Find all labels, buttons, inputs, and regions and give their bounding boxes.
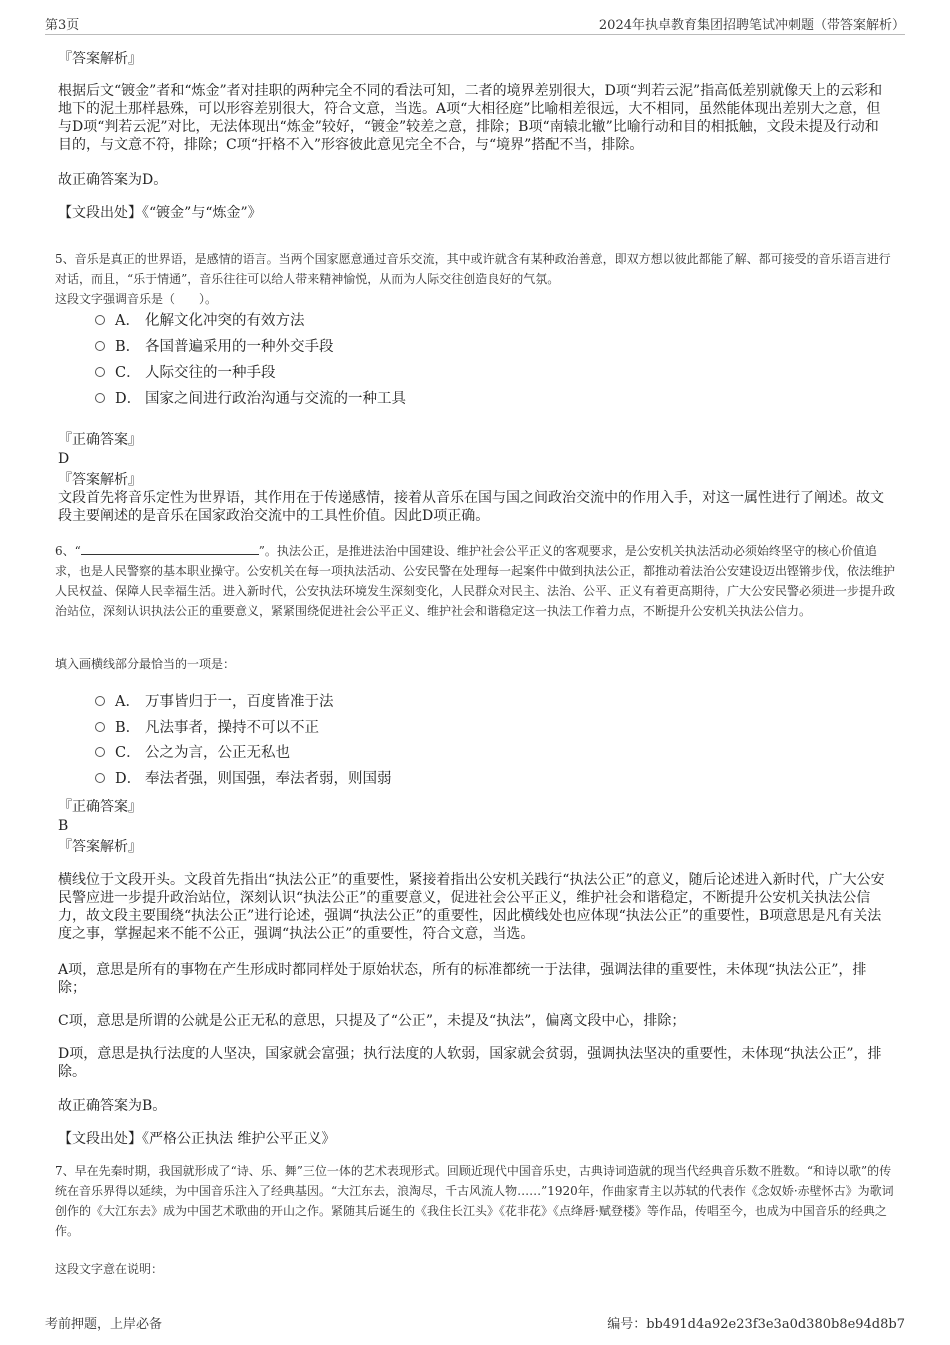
radio-icon[interactable] (95, 367, 105, 377)
q6-answer: B (58, 818, 69, 834)
q6-option-a[interactable]: A． 万事皆归于一，百度皆准于法 (95, 692, 334, 712)
q5-option-b[interactable]: B． 各国普遍采用的一种外交手段 (95, 337, 334, 357)
q4-analysis: 根据后文“镀金”者和“炼金”者对挂职的两种完全不同的看法可知，二者的境界差别很大，D项“判若云泥”指高低差别就像天上的云彩和地下的泥土那样悬殊，可以形容差别很大，符合文意，当选。A项“大相径庭”比喻相差很远，大不相同，虽然能体现出差别大之意，但与D项“判若云泥”对比，无法体现出“炼金”较好，“镀金”较差之意，排除；B项“南辕北辙”比喻行动和目的相抵触，文段未提及行动和目的，与文意不符，排除；C项“扞格不入”形容彼此意见完全不合，与“境界”搭配不当，排除。 (58, 83, 883, 153)
q5-stem: 5、音乐是真正的世界语，是感情的语言。当两个国家愿意通过音乐交流，其中或许就含有某种政治善意，即双方想以彼此都能了解、都可接受的音乐语言进行对话，而且，“乐于情通”，音乐往往可以给人带来精神愉悦，从而为人际交往创造良好的气氛。 (55, 252, 891, 286)
q6-answer-label: 『正确答案』 (58, 799, 142, 815)
radio-icon[interactable] (95, 696, 105, 706)
q6-option-d-explain: D项，意思是执行法度的人坚决，国家就会富强；执行法度的人软弱，国家就会贫弱，强调执法坚决的重要性，未体现“执法公正”，排除。 (58, 1046, 882, 1080)
q5-answer: D (58, 451, 70, 467)
document-title: 2024年执卓教育集团招聘笔试冲刺题（带答案解析） (598, 18, 905, 33)
q4-source: 【文段出处】《“镀金”与“炼金”》 (58, 205, 262, 221)
radio-icon[interactable] (95, 747, 105, 757)
q7-question: 这段文字意在说明： (55, 1262, 164, 1276)
fill-blank (81, 542, 259, 555)
radio-icon[interactable] (95, 722, 105, 732)
q5-analysis: 文段首先将音乐定性为世界语，其作用在于传递感情，接着从音乐在国与国之间政治交流中的作用入手，对这一属性进行了阐述。故文段主要阐述的是音乐在国家政治交流中的工具性价值。因此D项正确。 (58, 490, 884, 524)
q4-analysis-label: 『答案解析』 (58, 51, 142, 67)
q6-conclusion: 故正确答案为B。 (58, 1098, 167, 1114)
q6-source: 【文段出处】《严格公正执法 维护公平正义》 (58, 1131, 336, 1147)
radio-icon[interactable] (95, 341, 105, 351)
q6-analysis: 横线位于文段开头。文段首先指出“执法公正”的重要性，紧接着指出公安机关践行“执法公正”的意义，随后论述进入新时代，广大公安民警应进一步提升政治站位，深刻认识“执法公正”的重要意义，促进社会公平正义，维护社会和谐稳定，不断提升公安机关执法公信力，故文段主要围绕“执法公正”进行论述，强调“执法公正”的重要性，因此横线处也应体现“执法公正”的重要性，B项意思是凡有关法度之事，掌握起来不能不公正，强调“执法公正”的重要性，符合文意，当选。 (58, 872, 885, 942)
page-header (45, 12, 905, 35)
q5-option-c[interactable]: C． 人际交往的一种手段 (95, 363, 276, 383)
footer-slogan: 考前押题，上岸必备 (45, 1317, 163, 1332)
page-number: 第3页 (45, 18, 80, 33)
radio-icon[interactable] (95, 773, 105, 783)
q6-option-b[interactable]: B． 凡法事者，操持不可以不正 (95, 718, 319, 738)
q5-question: 这段文字强调音乐是（ ）。 (55, 292, 218, 306)
q6-stem: 6、“ ”。执法公正，是推进法治中国建设、维护社会公平正义的客观要求，是公安机关执法活动必须始终坚守的核心价值追求，也是人民警察的基本职业操守。公安机关在每一项执法活动、公安民警在处理每一起案件中做到执法公正，都推动着法治公安建设迈出铿锵步伐，依法维护人民权益、保障人民幸福生活。进入新时代，公安执法环境发生深刻变化，人民群众对民主、法治、公平、正义有着更高期待，广大公安民警必须进一步提升政治站位，深刻认识执法公正的重要意义，紧紧围绕促进社会公平正义、维护社会和谐稳定这一执法工作着力点，不断提升公安机关执法公信力。 (55, 544, 896, 618)
q6-option-d[interactable]: D． 奉法者强，则国强，奉法者弱，则国弱 (95, 769, 392, 789)
q4-conclusion: 故正确答案为D。 (58, 172, 168, 188)
q6-analysis-label: 『答案解析』 (58, 839, 142, 855)
q5-answer-label: 『正确答案』 (58, 432, 142, 448)
q6-option-c[interactable]: C． 公之为言，公正无私也 (95, 743, 290, 763)
document-id: 编号：bb491d4a92e23f3e3a0d380b8e94d8b7 (607, 1317, 905, 1332)
q5-option-a[interactable]: A． 化解文化冲突的有效方法 (95, 311, 305, 331)
radio-icon[interactable] (95, 393, 105, 403)
radio-icon[interactable] (95, 315, 105, 325)
q6-option-a-explain: A项，意思是所有的事物在产生形成时都同样处于原始状态，所有的标准都统一于法律，强调法律的重要性，未体现“执法公正”，排除； (58, 962, 867, 996)
q6-option-c-explain: C项，意思是所谓的公就是公正无私的意思，只提及了“公正”，未提及“执法”，偏离文段中心，排除； (58, 1013, 686, 1029)
q7-stem: 7、早在先秦时期，我国就形成了“诗、乐、舞”三位一体的艺术表现形式。回顾近现代中国音乐史，古典诗词造就的现当代经典音乐数不胜数。“和诗以歌”的传统在音乐界得以延续，为中国音乐注入了经典基因。“大江东去，浪淘尽，千古风流人物……”1920年，作曲家青主以苏轼的代表作《念奴娇·赤壁怀古》为歌词创作的《大江东去》成为中国艺术歌曲的开山之作。紧随其后诞生的《我住长江头》《花非花》《点绛唇·赋登楼》等作品，传唱至今，也成为中国音乐的经典之作。 (55, 1164, 894, 1238)
q5-analysis-label: 『答案解析』 (58, 472, 142, 488)
q6-question: 填入画横线部分最恰当的一项是： (55, 657, 236, 671)
q5-option-d[interactable]: D． 国家之间进行政治沟通与交流的一种工具 (95, 389, 406, 409)
